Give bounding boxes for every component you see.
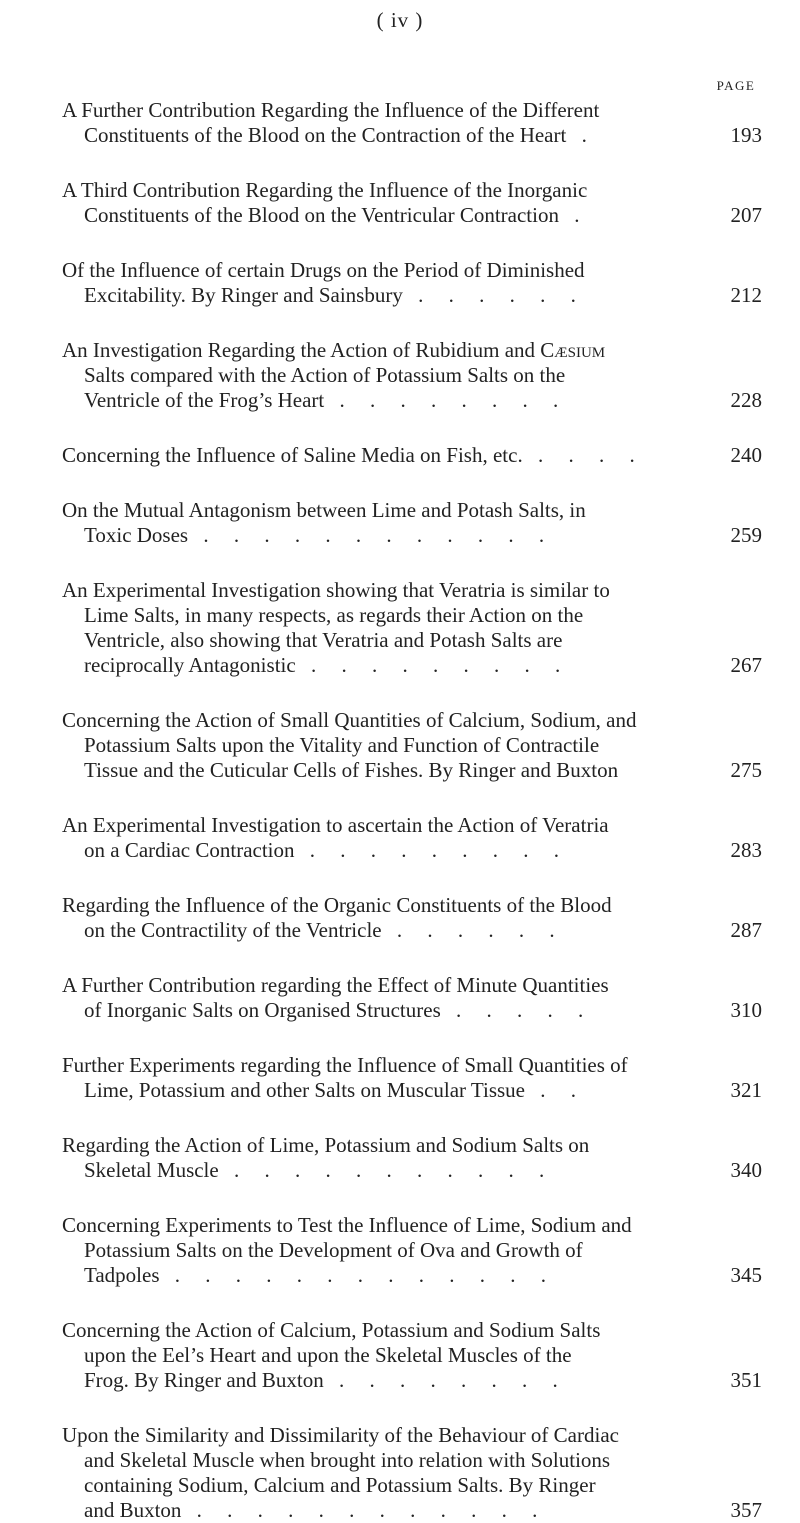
entry-title-line: Salts compared with the Action of Potassium Salts on the — [84, 363, 566, 387]
dot-leader: . . — [525, 1078, 586, 1102]
entry-title-line: Ventricle, also showing that Veratria and Potash Salts are — [84, 628, 563, 652]
toc-entry-275 — [62, 708, 770, 783]
entry-page-number: 212 — [730, 283, 762, 307]
entry-title-line: Tadpoles . . . . . . . . . . . . . — [84, 1263, 557, 1287]
entry-title — [62, 708, 670, 783]
entry-title — [62, 1133, 670, 1183]
entry-title-line: Potassium Salts on the Development of Ova and Growth of — [84, 1238, 583, 1262]
toc-entry-259 — [62, 498, 770, 548]
entry-title — [62, 443, 670, 468]
dot-leader: . . . . . . . . . . . . — [181, 1498, 548, 1522]
entry-title-line: Potassium Salts upon the Vitality and Function of Contractile — [84, 733, 600, 757]
entry-title-line: An Experimental Investigation showing that Veratria is similar to — [62, 578, 610, 602]
entry-title — [62, 1423, 670, 1523]
dot-leader: . . . . . . — [381, 918, 565, 942]
entry-title-line: On the Mutual Antagonism between Lime and Potash Salts, in — [62, 498, 586, 522]
toc-entry-310 — [62, 973, 770, 1023]
entry-title-line: An Experimental Investigation to ascertain the Action of Veratria — [62, 813, 609, 837]
toc-entry-228 — [62, 338, 770, 413]
dot-leader: . . . . . . . . . . . — [218, 1158, 555, 1182]
entry-page-number: 228 — [730, 388, 762, 412]
entry-page-number: 340 — [730, 1158, 762, 1182]
entry-title-line: and Buxton . . . . . . . . . . . . — [84, 1498, 548, 1522]
toc-entry-340 — [62, 1133, 770, 1183]
entry-title — [62, 1053, 670, 1103]
entry-page-number: 321 — [730, 1078, 762, 1102]
entry-title-line: upon the Eel’s Heart and upon the Skeletal Muscles of the — [84, 1343, 572, 1367]
toc-entry-321 — [62, 1053, 770, 1103]
entry-title-line: Frog. By Ringer and Buxton . . . . . . . . — [84, 1368, 568, 1392]
entry-title-line: Concerning the Action of Small Quantities of Calcium, Sodium, and — [62, 708, 637, 732]
entry-title — [62, 813, 670, 863]
toc-entry-357 — [62, 1423, 770, 1523]
entry-title-line: Concerning Experiments to Test the Influence of Lime, Sodium and — [62, 1213, 632, 1237]
toc-entry-193 — [62, 98, 770, 148]
dot-leader: . . . . . . — [402, 283, 586, 307]
toc-entry-345 — [62, 1213, 770, 1288]
dot-leader: . . . . . . . . . — [294, 838, 570, 862]
page-number: ( iv ) — [376, 8, 424, 32]
entry-title-line: Constituents of the Blood on the Contraction of the Heart . — [84, 123, 597, 147]
dot-leader: . — [566, 123, 597, 147]
dot-leader: . . . . . . . . . . . . . — [159, 1263, 557, 1287]
toc-entry-287 — [62, 893, 770, 943]
entry-title-line: reciprocally Antagonistic . . . . . . . . . — [84, 653, 571, 677]
entry-page-number: 310 — [730, 998, 762, 1022]
entry-title-line: Tissue and the Cuticular Cells of Fishes. By Ringer and Buxton — [84, 758, 619, 782]
entry-title-line: Upon the Similarity and Dissimilarity of the Behaviour of Cardiac — [62, 1423, 619, 1447]
dot-leader: . . . . — [522, 443, 645, 467]
entry-title-line: Of the Influence of certain Drugs on the Period of Diminished — [62, 258, 585, 282]
entry-title — [62, 1213, 670, 1288]
smallcaps-word: Cæsium — [540, 338, 606, 362]
dot-leader: . . . . . . . . — [323, 1368, 568, 1392]
dot-leader: . . . . . . . . . . . . — [188, 523, 555, 547]
entry-title-line: Lime, Potassium and other Salts on Muscular Tissue . . — [84, 1078, 586, 1102]
entry-title — [62, 973, 670, 1023]
dot-leader: . — [558, 203, 590, 227]
entry-title-line: A Further Contribution Regarding the Influence of the Different — [62, 98, 600, 122]
entry-title — [62, 578, 670, 678]
entry-title-line: Regarding the Influence of the Organic Constituents of the Blood — [62, 893, 612, 917]
entry-title-line: Concerning the Action of Calcium, Potassium and Sodium Salts — [62, 1318, 601, 1342]
entry-title — [62, 258, 670, 308]
entry-title-line: on a Cardiac Contraction . . . . . . . . . — [84, 838, 570, 862]
entry-page-number: 267 — [730, 653, 762, 677]
entry-page-number: 259 — [730, 523, 762, 547]
dot-leader: . . . . . . . . . — [295, 653, 571, 677]
entry-title-line: containing Sodium, Calcium and Potassium Salts. By Ringer — [84, 1473, 596, 1497]
entry-page-number: 283 — [730, 838, 762, 862]
entry-title — [62, 98, 670, 148]
toc-entry-283 — [62, 813, 770, 863]
entry-title-line: A Further Contribution regarding the Effect of Minute Quantities — [62, 973, 609, 997]
entry-title-line: of Inorganic Salts on Organised Structures . . . . . — [84, 998, 594, 1022]
entry-title-line: Constituents of the Blood on the Ventricular Contraction . — [84, 203, 590, 227]
entry-page-number: 207 — [730, 203, 762, 227]
entry-title-line: on the Contractility of the Ventricle . . . . . . — [84, 918, 565, 942]
entry-title — [62, 893, 670, 943]
entry-title-line: Excitability. By Ringer and Sainsbury . . . . . . — [84, 283, 586, 307]
page-column-heading: PAGE — [716, 78, 756, 93]
entry-title-line: An Investigation Regarding the Action of Rubidium and Cæsium — [62, 338, 606, 362]
entry-page-number: 240 — [730, 443, 762, 467]
entry-page-number: 351 — [730, 1368, 762, 1392]
entry-title-line: Further Experiments regarding the Influence of Small Quantities of — [62, 1053, 628, 1077]
entry-title-line: A Third Contribution Regarding the Influence of the Inorganic — [62, 178, 588, 202]
entry-page-number: 357 — [730, 1498, 762, 1522]
entry-page-number: 193 — [730, 123, 762, 147]
dot-leader: . . . . . . . . — [324, 388, 569, 412]
entry-title-line: Ventricle of the Frog’s Heart . . . . . . . . — [84, 388, 569, 412]
entry-page-number: 275 — [730, 758, 762, 782]
toc-entry-212 — [62, 258, 770, 308]
entry-page-number: 345 — [730, 1263, 762, 1287]
entry-title-line: Lime Salts, in many respects, as regards their Action on the — [84, 603, 584, 627]
entry-title-line: Regarding the Action of Lime, Potassium and Sodium Salts on — [62, 1133, 590, 1157]
entry-title-line: Concerning the Influence of Saline Media on Fish, etc. . . . . — [62, 443, 645, 467]
toc-entry-267 — [62, 578, 770, 678]
dot-leader: . . . . . — [440, 998, 594, 1022]
toc-entry-351 — [62, 1318, 770, 1393]
entry-title — [62, 498, 670, 548]
entry-title — [62, 1318, 670, 1393]
entry-title — [62, 178, 670, 228]
toc-entry-207 — [62, 178, 770, 228]
entry-page-number: 287 — [730, 918, 762, 942]
entry-title — [62, 338, 670, 413]
entry-title-line: and Skeletal Muscle when brought into relation with Solutions — [84, 1448, 611, 1472]
entry-title-line: Skeletal Muscle . . . . . . . . . . . — [84, 1158, 555, 1182]
entry-title-line: Toxic Doses . . . . . . . . . . . . — [84, 523, 555, 547]
toc-entry-240 — [62, 443, 770, 468]
